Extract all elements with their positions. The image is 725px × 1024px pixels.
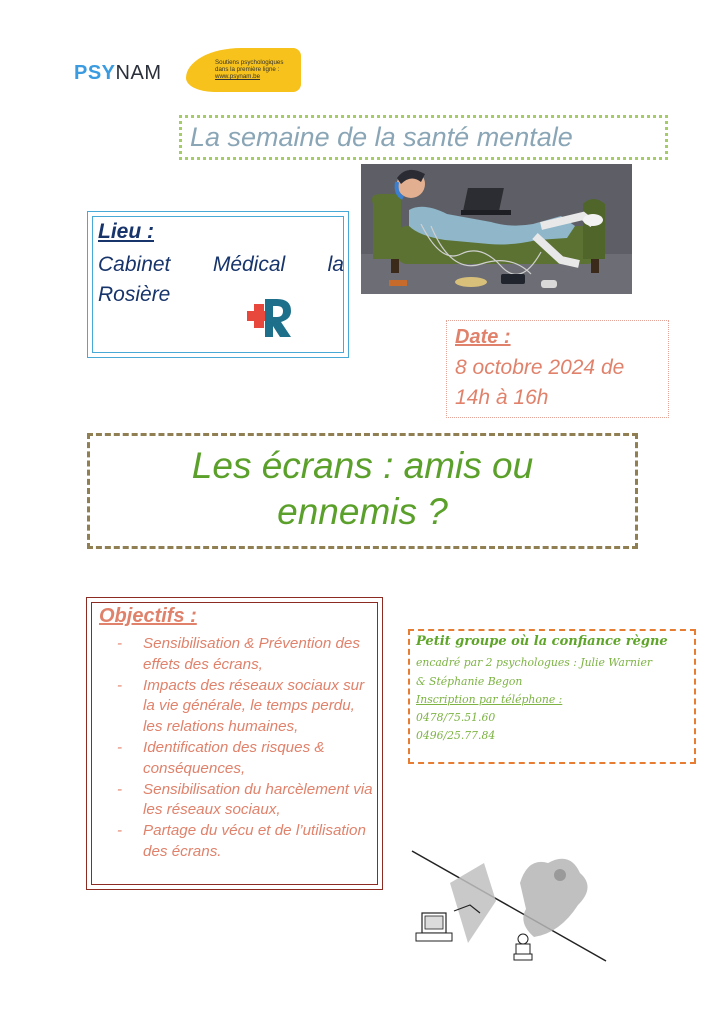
badge-line-2: dans la première ligne : xyxy=(215,66,280,74)
groupe-title: Petit groupe où la confiance règne xyxy=(416,634,668,649)
list-item: - Partage du vécu et de l’utilisation des écrans. xyxy=(117,821,377,863)
groupe-line-1: encadré par 2 psychologues : Julie Warnier xyxy=(416,656,652,669)
lieu-label: Lieu : xyxy=(98,220,154,243)
lieu-word: Cabinet xyxy=(98,253,171,276)
week-title: La semaine de la santé mentale xyxy=(190,122,573,152)
list-item: - Sensibilisation & Prévention des effets des écrans, xyxy=(117,634,377,676)
list-item: - Sensibilisation du harcèlement via les réseaux sociaux, xyxy=(117,780,377,822)
badge-text xyxy=(215,59,283,81)
date-line-1: 8 octobre 2024 de xyxy=(455,356,625,379)
groupe-inscription: Inscription par téléphone : xyxy=(416,693,563,706)
psynam-logo xyxy=(74,62,161,85)
groupe-line-2: & Stéphanie Begon xyxy=(416,675,523,688)
groupe-phone-1[interactable]: 0478/75.51.60 xyxy=(416,711,496,724)
logo-psy-text: PSY xyxy=(74,62,116,84)
objectifs-list xyxy=(117,634,377,863)
rosiere-cross-logo xyxy=(247,297,293,339)
main-title-line-2: ennemis ? xyxy=(277,491,448,532)
main-title-line-1: Les écrans : amis ou xyxy=(191,445,534,486)
lieu-line-1 xyxy=(98,253,344,277)
lieu-line-2: Rosière xyxy=(98,283,171,306)
badge-line-1: Soutiens psychologiques xyxy=(215,59,284,66)
screen-shadow-illustration xyxy=(410,843,608,973)
logo-nam-text: NAM xyxy=(115,62,162,84)
groupe-phone-2[interactable]: 0496/25.77.84 xyxy=(416,729,496,742)
lieu-word: la xyxy=(327,253,344,276)
psynam-badge xyxy=(186,48,301,92)
list-item: - Identification des risques & conséquences, xyxy=(117,738,377,780)
badge-link[interactable]: www.psynam.be xyxy=(215,73,261,81)
list-item: - Impacts des réseaux sociaux sur la vie générale, le temps perdu, les relations humaines, xyxy=(117,676,377,738)
couch-laptop-illustration xyxy=(361,164,632,294)
main-title xyxy=(87,443,638,535)
lieu-word: Médical xyxy=(212,253,286,276)
objectifs-label: Objectifs : xyxy=(99,605,197,627)
date-label: Date : xyxy=(455,326,511,348)
date-line-2: 14h à 16h xyxy=(455,386,549,409)
